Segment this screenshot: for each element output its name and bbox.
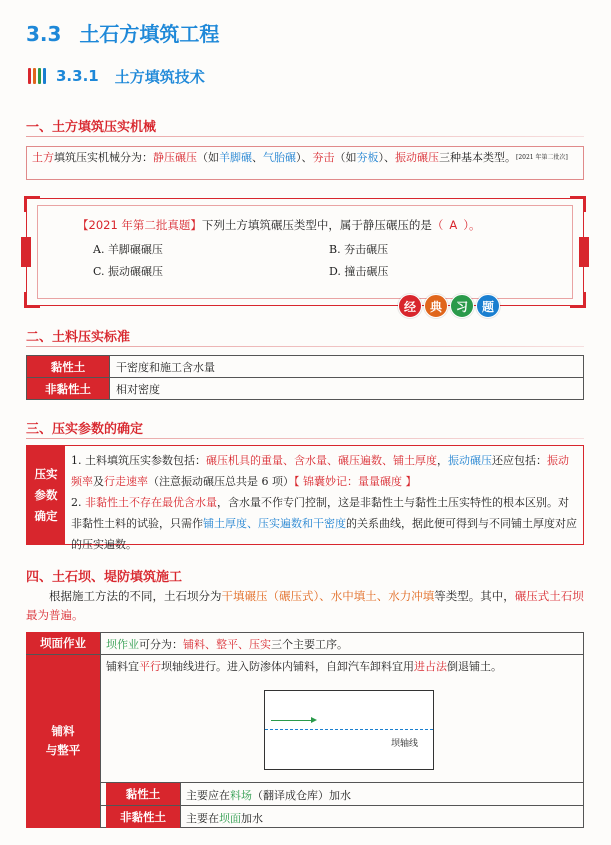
dam-axis-line — [265, 729, 433, 730]
text-span: 还应包括： — [492, 454, 547, 467]
frame-corner — [570, 196, 586, 212]
sub-value-cohesive — [186, 787, 351, 803]
parameter-item-2 — [71, 492, 577, 555]
text-span: 主要应在 — [186, 789, 230, 802]
frame-corner — [570, 292, 586, 308]
heading-compaction-parameters: 三、压实参数的确定 — [26, 422, 144, 437]
text-span: 的关系曲线，据此便可得到与不同铺土厚度对应的压实遍数。 — [71, 517, 577, 551]
quiz-tag: 【2021 年第二批真题】 — [77, 218, 202, 232]
quiz-answer: A — [449, 218, 458, 232]
text-span: 三种基本类型。 — [439, 151, 516, 164]
badge: 习 — [450, 294, 474, 318]
text-span: 坝面 — [219, 812, 241, 825]
text-span: 平行 — [139, 660, 161, 673]
text-span: 铺料宜 — [106, 660, 139, 673]
text-span: 加水 — [241, 812, 263, 825]
text-span: 羊脚碾 — [219, 151, 252, 164]
arrowhead-icon — [311, 717, 317, 723]
dam-table — [26, 632, 584, 828]
text-span: 振动频率 — [71, 454, 569, 488]
classic-exercise-badges — [398, 294, 500, 318]
chapter-title-text: 土石方填筑工程 — [79, 22, 220, 46]
parameter-label — [27, 446, 65, 544]
dam-paragraph — [26, 587, 588, 625]
text-span: ）、 — [296, 151, 313, 164]
dam-axis-label: 坝轴线 — [391, 739, 419, 749]
text-span: 夯击 — [312, 151, 335, 164]
mnemonic: 【 锦囊妙记：量量碾度 】 — [294, 475, 417, 488]
quiz-option-d: D. 撞击碾压 — [329, 265, 389, 278]
text-span: 1. 土料填筑压实参数包括： — [71, 454, 206, 467]
text-span: 主要在 — [186, 812, 219, 825]
text-span: 及 — [93, 475, 104, 488]
quiz-option-c: C. 振动碾碾压 — [93, 265, 164, 278]
text-span: 坝轴线进行。进入防渗体内铺料，自卸汽车卸料宜用 — [161, 660, 414, 673]
row-label-dam-surface: 坝面作业 — [40, 636, 86, 650]
parameter-box — [26, 445, 584, 551]
label-line: 确定 — [34, 508, 58, 523]
heading-underline — [26, 438, 584, 439]
heading-compaction-machinery: 一、土方填筑压实机械 — [26, 120, 157, 135]
text-span: 非黏性土不存在最优含水量 — [85, 496, 217, 509]
quiz-box — [26, 198, 584, 306]
soil-standard-table — [26, 355, 584, 400]
text-span: 碾压机具的重量、含水量、碾压遍数、铺土厚度 — [206, 454, 437, 467]
sub-value-noncohesive — [186, 810, 263, 826]
text-span: ）。 — [463, 218, 481, 232]
text-span: 填筑压实机械分为： — [54, 151, 153, 164]
table-rule — [180, 782, 181, 828]
parameter-body — [71, 450, 577, 555]
text-span: 、 — [252, 151, 263, 164]
label-line: 压实 — [34, 466, 58, 481]
section-bars-icon — [28, 68, 46, 84]
label-line: 参数 — [34, 487, 58, 502]
text-span: 2. — [71, 496, 85, 509]
spreading-direction-arrow-icon — [271, 720, 313, 721]
sub-label-cohesive: 黏性土 — [106, 783, 180, 805]
heading-compaction-standard: 二、土料压实标准 — [26, 330, 131, 345]
table-rule — [26, 654, 584, 655]
quiz-stem — [77, 217, 481, 233]
table-rule — [100, 632, 101, 828]
label-line: 铺料 — [51, 724, 75, 738]
dam-axis-diagram — [264, 690, 434, 770]
exam-note: [2021 年第二批次] — [516, 154, 568, 161]
badge: 典 — [424, 294, 448, 318]
sub-label-noncohesive: 非黏性土 — [106, 806, 180, 828]
row-value: 干密度和施工含水量 — [110, 356, 584, 378]
text-span: 夯板 — [356, 151, 379, 164]
row-value-dam-surface — [106, 636, 348, 652]
text-span: ，含水量不作专门控制，这是非黏性土与黏性土压实特性的根本区别。对非黏性土料的试验，只需作 — [71, 496, 569, 530]
text-span: 料场 — [230, 789, 252, 802]
text-span: 进占法 — [414, 660, 447, 673]
chapter-title — [26, 18, 219, 47]
text-span: （注意振动碾压总共是 6 项） — [148, 475, 294, 488]
text-span: 铺土厚度、压实遍数和干密度 — [203, 517, 346, 530]
text-span: （翻译成仓库）加水 — [252, 789, 351, 802]
badge: 题 — [476, 294, 500, 318]
heading-underline — [26, 346, 584, 347]
section-title-text: 土方填筑技术 — [114, 67, 205, 86]
text-span: 振动碾压 — [448, 454, 492, 467]
text-span: （ — [431, 218, 444, 232]
heading-underline — [26, 136, 584, 137]
text-span: 行走速率 — [104, 475, 148, 488]
heading-dam-construction: 四、土石坝、堤防填筑施工 — [26, 570, 183, 585]
text-span: （如 — [334, 151, 357, 164]
text-span: 坝作业 — [106, 638, 139, 651]
frame-corner — [24, 292, 40, 308]
frame-corner — [24, 196, 40, 212]
frame-tab — [579, 237, 589, 267]
text-span: 铺料、整平、压实 — [183, 638, 271, 651]
table-row — [27, 356, 584, 378]
table-row — [27, 378, 584, 400]
quiz-option-a: A. 羊脚碾碾压 — [93, 243, 163, 256]
text-span: ， — [437, 454, 448, 467]
row-label: 黏性土 — [27, 356, 110, 378]
row-value: 相对密度 — [110, 378, 584, 400]
text-span: 气胎碾 — [263, 151, 296, 164]
text-span: 干填碾压（碾压式）、水中填土、水力冲填 — [221, 589, 435, 603]
text-span: 振动碾压 — [395, 151, 439, 164]
parameter-item-1 — [71, 450, 577, 492]
row-value-spreading — [106, 658, 502, 674]
text-span: 三个主要工序。 — [271, 638, 348, 651]
chapter-number: 3.3 — [26, 22, 62, 46]
badge: 经 — [398, 294, 422, 318]
row-label-spreading — [26, 654, 100, 828]
text-span: 静压碾压 — [153, 151, 197, 164]
quiz-option-b: B. 夯击碾压 — [329, 243, 389, 256]
text-span: （如 — [197, 151, 219, 164]
section-title — [28, 64, 205, 88]
text-span: 可分为： — [139, 638, 183, 651]
row-label: 非黏性土 — [27, 378, 110, 400]
machinery-paragraph — [26, 146, 584, 180]
text-span: 土方 — [32, 151, 54, 164]
section-number: 3.3.1 — [56, 67, 99, 85]
text-span: 根据施工方法的不同，土石坝分为 — [49, 589, 222, 603]
text-span: 碾压式土石坝最为普遍。 — [26, 589, 584, 622]
frame-tab — [21, 237, 31, 267]
quiz-question: 下列土方填筑碾压类型中，属于静压碾压的是 — [201, 218, 432, 232]
text-span: ）、 — [378, 151, 395, 164]
text-span: 等类型。其中， — [434, 589, 515, 603]
label-line: 与整平 — [45, 743, 81, 757]
text-span: 倒退铺土。 — [447, 660, 502, 673]
